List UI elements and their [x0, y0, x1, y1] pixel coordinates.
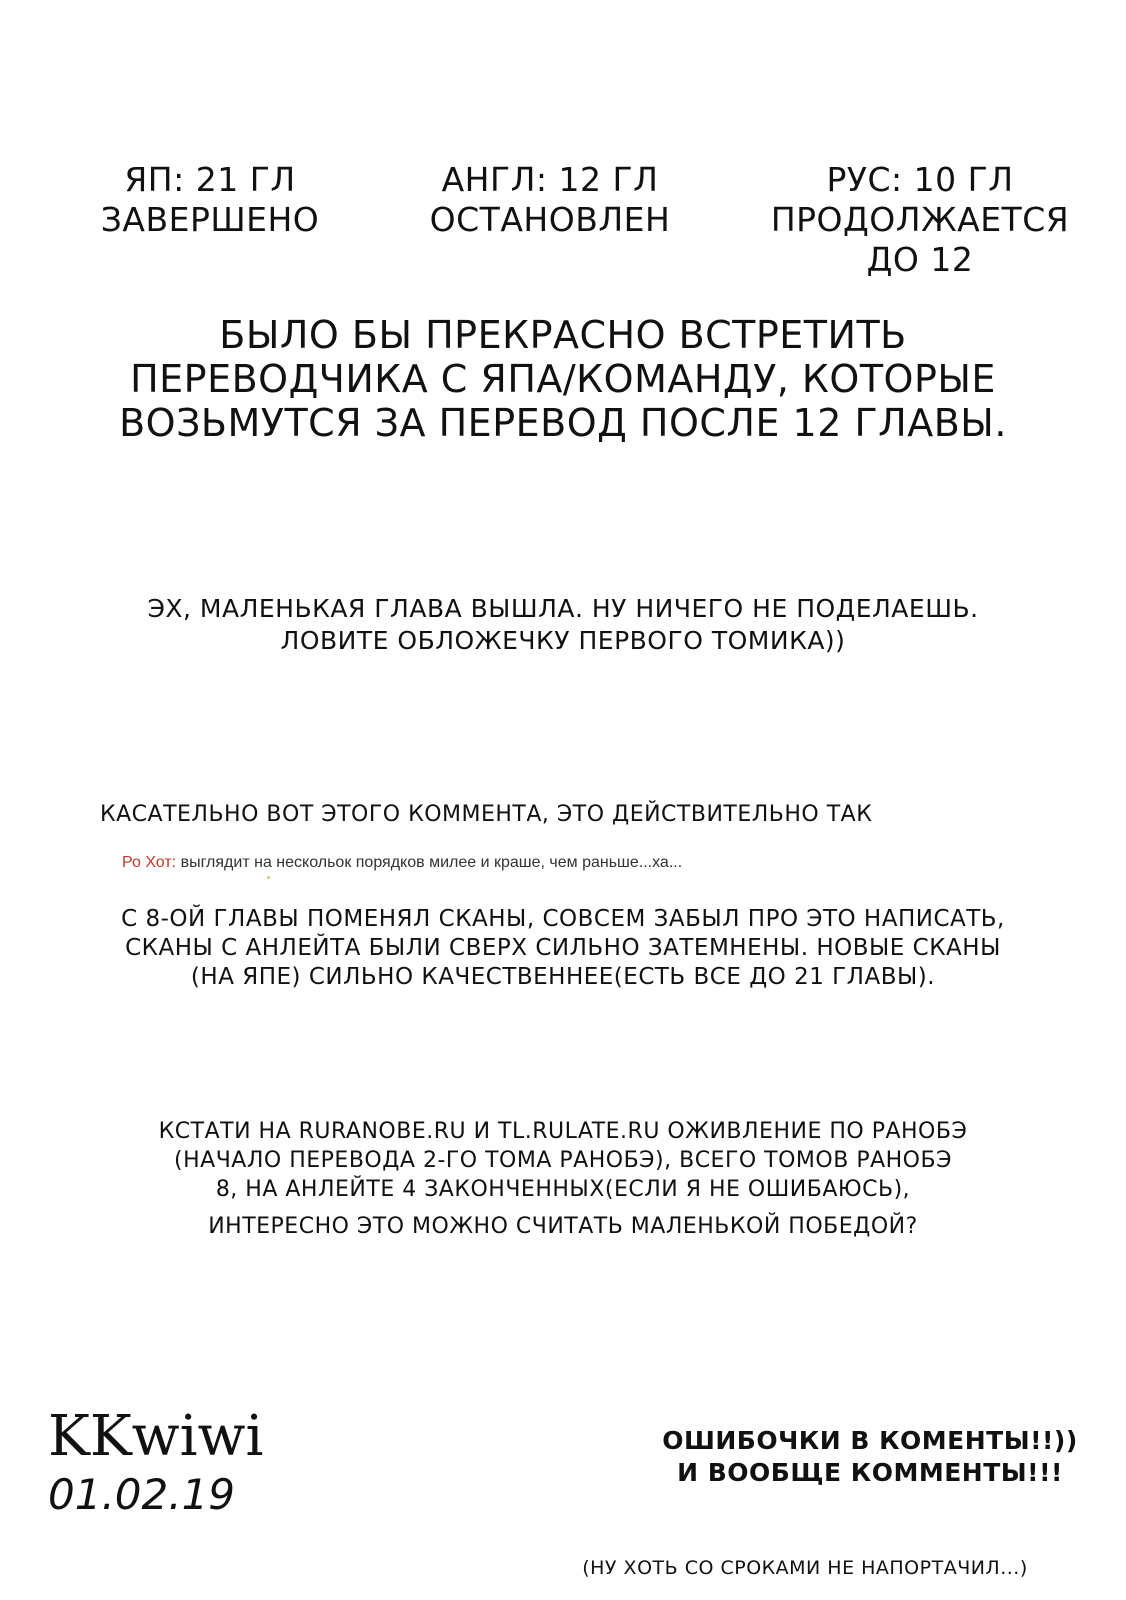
news-line-1: КСТАТИ НА RURANOBE.RU И TL.RULATE.RU ОЖИВЛЕНИЕ ПО РАНОБЭ — [158, 1119, 968, 1144]
status-ru — [740, 160, 1100, 280]
scans-line-2: СКАНЫ С АНЛЕЙТА БЫЛИ СВЕРХ СИЛЬНО ЗАТЕМНЕНЫ. НОВЫЕ СКАНЫ — [125, 935, 1001, 961]
comment-intro: КАСАТЕЛЬНО ВОТ ЭТОГО КОММЕНТА, ЭТО ДЕЙСТВИТЕЛЬНО ТАК — [100, 802, 873, 827]
status-ru-chapters: РУС: 10 ГЛ — [826, 160, 1014, 199]
news-line-3: 8, НА АНЛЕЙТЕ 4 ЗАКОНЧЕННЫХ(ЕСЛИ Я НЕ ОШИБАЮСЬ), — [215, 1177, 911, 1202]
news-line-2: (НАЧАЛО ПЕРЕВОДА 2-ГО ТОМА РАНОБЭ), ВСЕГО ТОМОВ РАНОБЭ — [174, 1148, 952, 1173]
status-en-chapters: АНГЛ: 12 ГЛ — [441, 160, 659, 199]
victory-question: ИНТЕРЕСНО ЭТО МОЖНО СЧИТАТЬ МАЛЕНЬКОЙ ПОБЕДОЙ? — [208, 1214, 918, 1239]
cursor-dot — [267, 876, 270, 879]
status-jp — [60, 160, 360, 240]
status-jp-chapters: ЯП: 21 ГЛ — [124, 160, 296, 199]
errors-line-2: И ВООБЩЕ КОММЕНТЫ!!! — [677, 1458, 1063, 1487]
appeal-line-2: ПЕРЕВОДЧИКА С ЯПА/КОМАНДУ, КОТОРЫЕ — [130, 357, 996, 401]
status-ru-until: ДО 12 — [866, 240, 974, 279]
quote-text: выглядит на нескольок порядков милее и краше, чем раньше...ха... — [176, 854, 683, 871]
appeal-line-3: ВОЗЬМУТСЯ ЗА ПЕРЕВОД ПОСЛЕ 12 ГЛАВЫ. — [119, 401, 1007, 445]
ranobe-news — [60, 1117, 1066, 1204]
note-line-1: ЭХ, МАЛЕНЬКАЯ ГЛАВА ВЫШЛА. НУ НИЧЕГО НЕ ПОДЕЛАЕШЬ. — [147, 594, 979, 623]
status-ru-state: ПРОДОЛЖАЕТСЯ — [770, 200, 1070, 239]
errors-call — [640, 1425, 1100, 1489]
quote-author: Ро Хот: — [122, 854, 177, 871]
errors-line-1: ОШИБОЧКИ В КОМЕНТЫ!!)) — [662, 1426, 1078, 1455]
signature-name: KKwiwi — [48, 1404, 264, 1469]
appeal-line-1: БЫЛО БЫ ПРЕКРАСНО ВСТРЕТИТЬ — [219, 313, 907, 357]
translator-appeal — [40, 313, 1086, 445]
status-en-state: ОСТАНОВЛЕН — [429, 200, 671, 239]
status-jp-state: ЗАВЕРШЕНО — [100, 200, 320, 239]
status-en — [400, 160, 700, 240]
signature-date: 01.02.19 — [48, 1470, 236, 1519]
short-chapter-note — [40, 593, 1086, 657]
quoted-comment — [122, 852, 682, 874]
deadline-note: (НУ ХОТЬ СО СРОКАМИ НЕ НАПОРТАЧИЛ...) — [582, 1557, 1028, 1579]
scans-line-3: (НА ЯПЕ) СИЛЬНО КАЧЕСТВЕННЕЕ(ЕСТЬ ВСЕ ДО 21 ГЛАВЫ). — [190, 964, 936, 990]
scans-note — [40, 905, 1086, 992]
note-line-2: ЛОВИТЕ ОБЛОЖЕЧКУ ПЕРВОГО ТОМИКА)) — [280, 626, 846, 655]
scans-line-1: С 8-ОЙ ГЛАВЫ ПОМЕНЯЛ СКАНЫ, СОВСЕМ ЗАБЫЛ ПРО ЭТО НАПИСАТЬ, — [121, 906, 1005, 932]
